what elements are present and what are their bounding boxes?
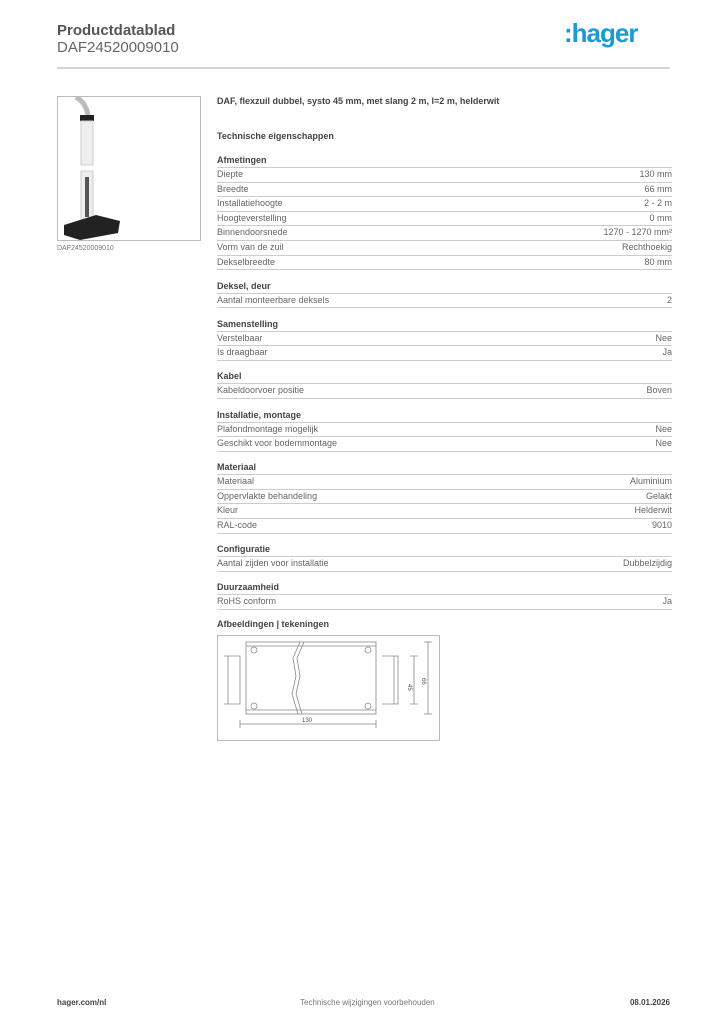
spec-section — [217, 461, 672, 533]
footer-website: hager.com/nl — [57, 998, 107, 1007]
spec-section — [217, 280, 672, 309]
spec-value: Gelakt — [645, 490, 672, 501]
drawings-heading: Afbeeldingen | tekeningen — [217, 619, 330, 630]
page-title: Productdatablad — [57, 22, 176, 39]
spec-value: Nee — [655, 438, 672, 449]
spec-section — [217, 370, 672, 399]
spec-label: Hoogteverstelling — [217, 212, 287, 223]
spec-label: Breedte — [217, 183, 249, 194]
spec-label: Dekselbreedte — [217, 256, 276, 267]
section-heading: Configuratie — [217, 543, 672, 557]
section-heading: Materiaal — [217, 461, 672, 475]
spec-section — [217, 543, 672, 572]
section-heading: Deksel, deur — [217, 280, 672, 294]
spec-value: 1270 - 1270 mm² — [603, 227, 672, 238]
spec-label: Verstelbaar — [217, 332, 263, 343]
spec-label: Plafondmontage mogelijk — [217, 423, 319, 434]
spec-section — [217, 154, 672, 270]
spec-row — [217, 490, 672, 505]
spec-value: 80 mm — [644, 256, 672, 267]
dim-inner: 45 — [406, 684, 412, 691]
image-caption: DAF24520009010 — [57, 245, 114, 252]
spec-value: 66 mm — [644, 183, 672, 194]
spec-label: Materiaal — [217, 476, 255, 487]
spec-value: Aluminium — [629, 476, 672, 487]
section-heading: Samenstelling — [217, 318, 672, 332]
spec-row — [217, 332, 672, 347]
footer-disclaimer: Technische wijzigingen voorbehouden — [300, 998, 435, 1007]
section-heading: Duurzaamheid — [217, 581, 672, 595]
spec-row — [217, 197, 672, 212]
spec-section — [217, 318, 672, 361]
spec-label: Is draagbaar — [217, 347, 268, 358]
section-heading: Afmetingen — [217, 154, 672, 168]
product-id: DAF24520009010 — [57, 39, 179, 56]
spec-value: Nee — [655, 423, 672, 434]
spec-value: Helderwit — [634, 505, 672, 516]
spec-value: 2 - 2 m — [643, 198, 672, 209]
spec-row — [217, 384, 672, 399]
technical-drawing — [217, 635, 440, 741]
spec-row — [217, 557, 672, 572]
spec-label: Oppervlakte behandeling — [217, 490, 318, 501]
dim-width: 130 — [302, 718, 313, 725]
spec-row — [217, 168, 672, 183]
spec-row — [217, 212, 672, 227]
footer-date: 08.01.2026 — [629, 998, 670, 1007]
spec-sections — [217, 154, 672, 610]
spec-label: Aantal zijden voor installatie — [217, 558, 329, 569]
spec-section — [217, 409, 672, 452]
spec-value: Ja — [662, 347, 672, 358]
spec-row — [217, 294, 672, 309]
spec-row — [217, 183, 672, 198]
spec-row — [217, 346, 672, 361]
hager-logo: :hager — [564, 18, 638, 48]
section-heading: Installatie, montage — [217, 409, 672, 423]
spec-row — [217, 256, 672, 271]
spec-value: 9010 — [651, 520, 672, 530]
spec-label: Diepte — [217, 169, 244, 179]
spec-value: Nee — [655, 332, 672, 343]
spec-value: Ja — [662, 596, 672, 607]
spec-row — [217, 241, 672, 256]
spec-row — [217, 226, 672, 241]
header-divider — [57, 67, 670, 69]
spec-section — [217, 581, 672, 610]
spec-row — [217, 423, 672, 438]
tech-heading: Technische eigenschappen — [217, 131, 334, 141]
spec-value: Boven — [646, 385, 672, 396]
spec-row — [217, 595, 672, 610]
spec-row — [217, 475, 672, 490]
spec-value: Dubbelzijdig — [622, 558, 672, 569]
section-heading: Kabel — [217, 370, 672, 384]
spec-row — [217, 504, 672, 519]
spec-value: 2 — [666, 294, 672, 305]
spec-label: Vorm van de zuil — [217, 241, 284, 252]
spec-label: Aantal monteerbare deksels — [217, 294, 330, 305]
spec-label: Kabeldoorvoer positie — [217, 385, 305, 396]
dim-height: 66 — [420, 678, 426, 685]
spec-value: Rechthoekig — [621, 241, 672, 252]
spec-row — [217, 437, 672, 452]
spec-label: Installatiehoogte — [217, 198, 283, 209]
spec-value: 130 mm — [639, 169, 672, 179]
spec-label: Kleur — [217, 505, 239, 516]
spec-label: RAL-code — [217, 520, 258, 530]
spec-value: 0 mm — [649, 212, 672, 223]
product-description: DAF, flexzuil dubbel, systo 45 mm, met slang 2 m, l=2 m, helderwit — [217, 96, 500, 106]
spec-label: RoHS conform — [217, 596, 277, 607]
spec-column — [217, 96, 672, 741]
spec-row — [217, 519, 672, 534]
product-image — [57, 96, 201, 241]
spec-label: Geschikt voor bodemmontage — [217, 438, 338, 449]
spec-label: Binnendoorsnede — [217, 227, 288, 238]
